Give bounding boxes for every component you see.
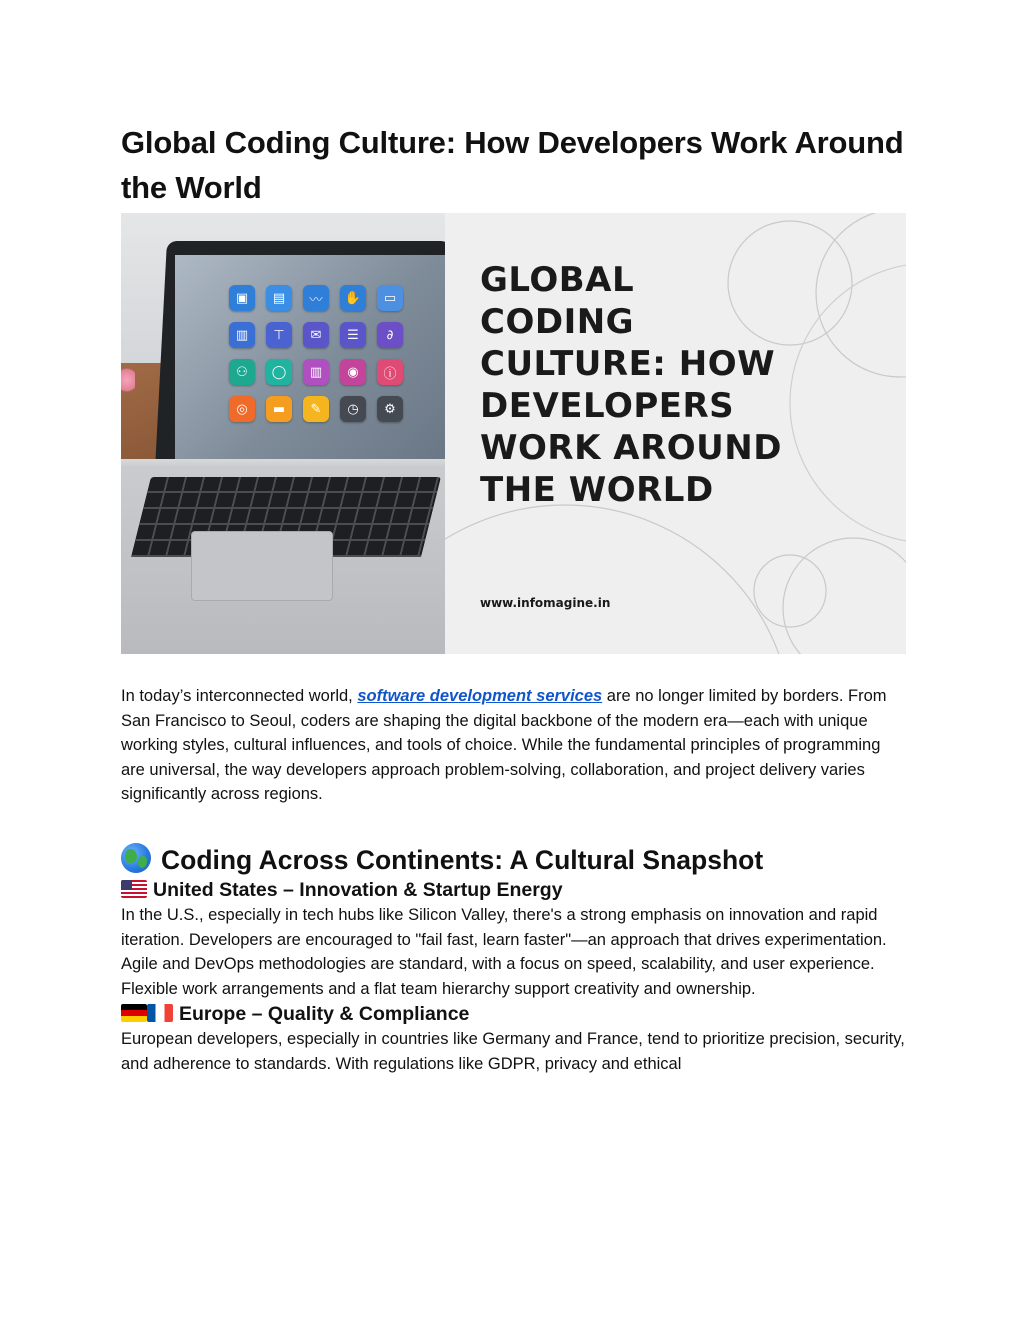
trackpad — [191, 531, 333, 601]
europe-heading-text: Europe – Quality & Compliance — [179, 1003, 470, 1026]
notebook-icon: ▥ — [229, 322, 255, 348]
france-flag-icon — [147, 1004, 173, 1022]
bar-chart-icon: ▥ — [303, 359, 329, 385]
org-chart-icon: ⊤ — [266, 322, 292, 348]
briefcase-icon: ▣ — [229, 285, 255, 311]
page-title: Global Coding Culture: How Developers Work Around the World — [121, 125, 904, 205]
gear-icon: ⚙ — [377, 396, 403, 422]
circle-4 — [445, 505, 793, 654]
intro-text-before: In today’s interconnected world, — [121, 687, 358, 705]
section-heading-text: Coding Across Continents: A Cultural Snapshot — [161, 844, 764, 875]
hero-headline: GLOBAL CODING CULTURE: HOW DEVELOPERS WORK AROUND THE WORLD — [480, 260, 782, 510]
handshake-icon: ✋ — [340, 285, 366, 311]
document-page — [121, 120, 907, 1077]
hero-url: www.infomagine.in — [480, 596, 611, 610]
us-flag-icon — [121, 880, 147, 898]
us-heading-text: United States – Innovation & Startup Energy — [153, 878, 563, 901]
europe-heading — [121, 1001, 907, 1027]
globe-icon — [121, 843, 151, 873]
us-paragraph: In the U.S., especially in tech hubs like Silicon Valley, there's a strong emphasis on innovation and rapid iteration. Developers are encouraged to "fail fast, learn faster"—an approach that drives experimentation. Agile and DevOps methodologies are standard, with a focus on speed, scalability, and user experience. Flexible work arrangements and a flat team hierarchy support creativity and ownership. — [121, 905, 887, 998]
section-heading — [121, 843, 907, 877]
trend-chart-icon: 〰 — [303, 285, 329, 311]
folder-icon: ▬ — [266, 396, 292, 422]
intro-text-after: are no longer limited by borders. From San Francisco to Seoul, coders are shaping the digital backbone of the modern era—each with unique working styles, cultural influences, and tools of choice. While the fundamental principles of programming are universal, the way developers approach problem-solving, collaboration, and project delivery varies significantly across regions. — [121, 687, 887, 804]
lightbulb-icon: ◉ — [340, 359, 366, 385]
germany-flag-icon — [121, 1004, 147, 1022]
us-heading — [121, 877, 907, 903]
circle-6 — [783, 538, 906, 654]
laptop-photo — [121, 213, 445, 654]
clock-icon: ◷ — [340, 396, 366, 422]
info-icon: ⓘ — [377, 359, 403, 385]
circle-5 — [754, 555, 826, 627]
europe-paragraph: European developers, especially in countries like Germany and France, tend to prioritize precision, security, and adherence to standards. With regulations like GDPR, privacy and ethical — [121, 1030, 905, 1073]
software-development-link[interactable]: software development services — [357, 687, 603, 705]
paperclip-icon: ∂ — [377, 322, 403, 348]
document-icon: ▭ — [377, 285, 403, 311]
hero-image — [121, 213, 906, 654]
intro-paragraph — [121, 684, 907, 807]
list-icon: ☰ — [340, 322, 366, 348]
hero-text-panel — [445, 213, 906, 654]
envelope-icon: ✉ — [303, 322, 329, 348]
briefcase-alt-icon: ▤ — [266, 285, 292, 311]
flower — [121, 365, 135, 395]
app-icon-grid — [229, 285, 403, 422]
chat-bubble-icon: ◯ — [266, 359, 292, 385]
target-icon: ◎ — [229, 396, 255, 422]
people-icon: ⚇ — [229, 359, 255, 385]
pencil-icon: ✎ — [303, 396, 329, 422]
